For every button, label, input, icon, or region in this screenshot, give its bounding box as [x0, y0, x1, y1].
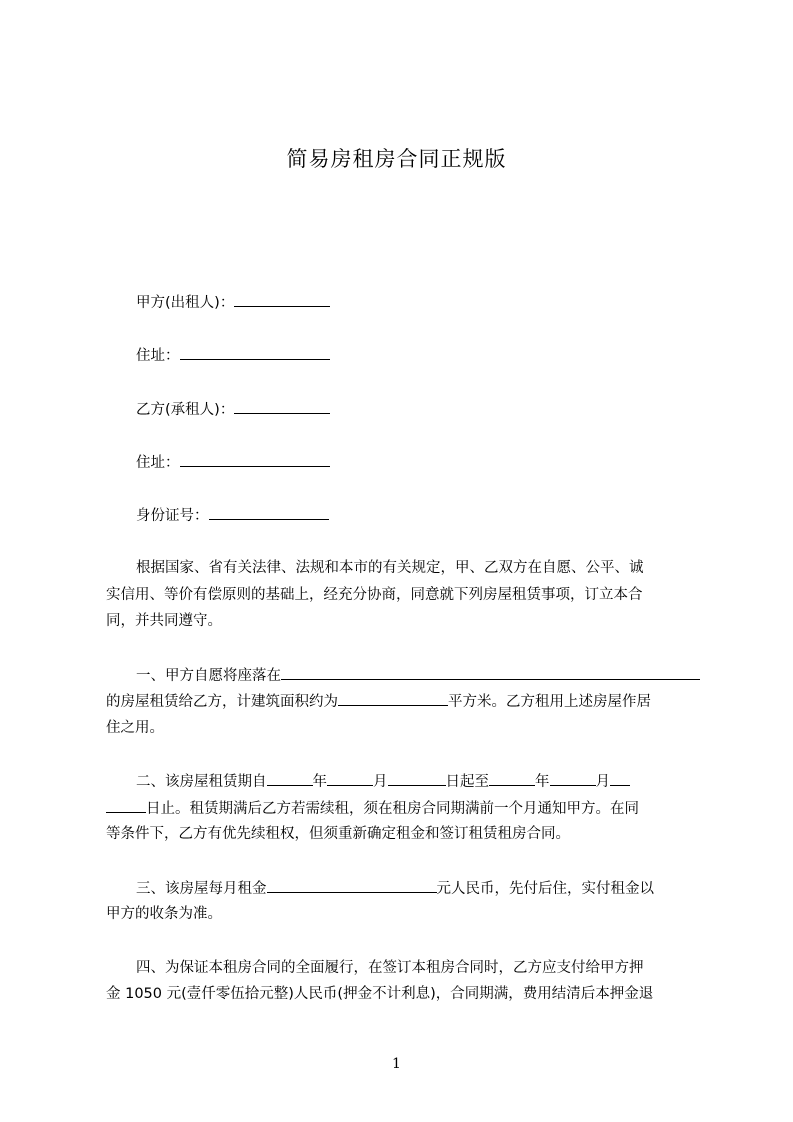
- party-b-line: [136, 399, 330, 420]
- clause-1-line-1: [136, 665, 700, 686]
- address-a-line: [136, 345, 330, 366]
- address-a-label: 住址：: [136, 348, 180, 364]
- clause-2-year: 年: [312, 774, 327, 790]
- clause-2-line-3: 等条件下，乙方有优先续租权，但须重新确定租金和签订租赁租房合同。: [106, 826, 570, 842]
- id-number-blank[interactable]: [209, 505, 329, 520]
- start-year-blank[interactable]: [267, 771, 313, 786]
- intro-line-3: 同，并共同遵守。: [106, 613, 222, 629]
- clause-4-line-2: 金 1050 元(壹仟零伍拾元整)人民币(押金不计利息)，合同期满，费用结清后本押金退: [106, 986, 654, 1002]
- clause-2-text-b: 日止。租赁期满后乙方若需续租，须在租房合同期满前一个月通知甲方。在同: [146, 801, 639, 817]
- address-b-blank[interactable]: [180, 452, 330, 467]
- id-number-line: [136, 505, 329, 526]
- intro-line-1: 根据国家、省有关法律、法规和本市的有关规定，甲、乙双方在自愿、公平、诚: [136, 560, 644, 576]
- clause-3-line-1: [136, 878, 654, 899]
- id-number-label: 身份证号：: [136, 508, 209, 524]
- end-day-blank-b[interactable]: [106, 798, 146, 813]
- area-blank[interactable]: [338, 691, 448, 706]
- address-a-blank[interactable]: [180, 345, 330, 360]
- rent-blank[interactable]: [267, 878, 437, 893]
- start-day-blank[interactable]: [388, 771, 446, 786]
- party-a-label: 甲方(出租人)：: [136, 295, 235, 311]
- location-blank[interactable]: [281, 665, 700, 680]
- clause-3-text-a: 三、该房屋每月租金: [136, 881, 267, 897]
- end-year-blank[interactable]: [489, 771, 535, 786]
- clause-1-text-b: 的房屋租赁给乙方，计建筑面积约为: [106, 694, 338, 710]
- intro-line-2: 实信用、等价有偿原则的基础上，经充分协商，同意就下列房屋租赁事项，订立本合: [106, 587, 643, 603]
- clause-2-line-1: [136, 771, 630, 792]
- clause-1-line-3: 住之用。: [106, 720, 164, 736]
- page-number: 1: [392, 1056, 401, 1072]
- party-a-line: [136, 292, 330, 313]
- party-b-label: 乙方(承租人)：: [136, 402, 235, 418]
- address-b-label: 住址：: [136, 455, 180, 471]
- document-title: 简易房租房合同正规版: [286, 147, 507, 171]
- end-month-blank[interactable]: [550, 771, 596, 786]
- clause-1-line-2: [106, 691, 651, 712]
- clause-3-line-2: 甲方的收条为准。: [106, 906, 222, 922]
- clause-2-month-2: 月: [595, 774, 610, 790]
- clause-4-line-1: 四、为保证本租房合同的全面履行，在签订本租房合同时，乙方应支付给甲方押: [136, 960, 644, 976]
- party-a-blank[interactable]: [234, 292, 330, 307]
- clause-2-text-a: 二、该房屋租赁期自: [136, 774, 267, 790]
- clause-1-text-a: 一、甲方自愿将座落在: [136, 668, 281, 684]
- clause-3-text-b: 元人民币，先付后住，实付租金以: [436, 881, 654, 897]
- party-b-blank[interactable]: [234, 399, 330, 414]
- clause-2-day-from: 日起至: [445, 774, 489, 790]
- address-b-line: [136, 452, 330, 473]
- start-month-blank[interactable]: [327, 771, 373, 786]
- clause-2-line-2: [106, 798, 639, 819]
- clause-2-month: 月: [373, 774, 388, 790]
- end-day-blank-a[interactable]: [610, 771, 630, 786]
- clause-2-year-2: 年: [535, 774, 550, 790]
- clause-1-text-c: 平方米。乙方租用上述房屋作居: [448, 694, 651, 710]
